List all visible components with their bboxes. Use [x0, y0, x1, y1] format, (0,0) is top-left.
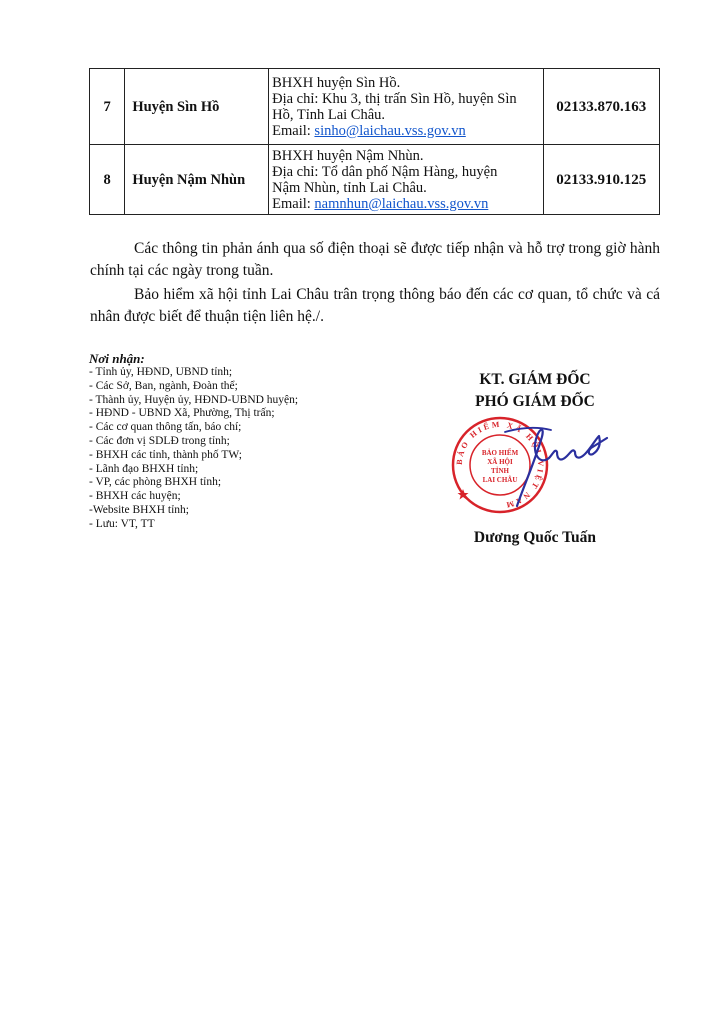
office-address-line2: Nậm Nhùn, tỉnh Lai Châu.	[272, 179, 427, 196]
list-item: - VP, các phòng BHXH tỉnh;	[89, 476, 222, 489]
list-item: - Các đơn vị SDLĐ trong tỉnh;	[89, 434, 230, 447]
signer-name: Dương Quốc Tuấn	[473, 529, 597, 546]
row-number: 7	[90, 69, 125, 145]
paragraph-support-hours: Các thông tin phản ánh qua số điện thoại sẽ được tiếp nhận và hỗ trợ trong giờ hành chính tại các ngày trong tuần.	[90, 240, 660, 279]
list-item: - BHXH các huyện;	[89, 490, 181, 503]
office-info	[269, 145, 543, 215]
office-email-line	[272, 196, 540, 212]
list-item: - BHXH các tỉnh, thành phố TW;	[89, 448, 242, 461]
list-item: - Các cơ quan thông tấn, báo chí;	[89, 421, 242, 434]
table-row	[90, 145, 660, 215]
phone-number: 02133.910.125	[543, 145, 659, 215]
list-item: -Website BHXH tỉnh;	[89, 503, 190, 516]
office-email-line	[272, 123, 540, 139]
district-name: Huyện Sìn Hồ	[125, 69, 269, 145]
svg-text:TỈNH: TỈNH	[491, 467, 509, 475]
office-name: BHXH huyện Sìn Hồ.	[272, 74, 401, 91]
list-item: - Tỉnh ủy, HĐND, UBND tỉnh;	[89, 366, 233, 378]
handwritten-signature-icon	[495, 418, 615, 513]
recipients-heading: Nơi nhận:	[89, 351, 145, 366]
list-item: - HĐND - UBND Xã, Phường, Thị trấn;	[89, 407, 275, 420]
office-address-line1: Địa chỉ: Khu 3, thị trấn Sìn Hồ, huyện Sìn	[272, 90, 517, 107]
signer-title-secondary: PHÓ GIÁM ĐỐC	[475, 393, 595, 410]
svg-text:BẢO HIỂM: BẢO HIỂM	[481, 449, 519, 457]
row-number: 8	[90, 145, 125, 215]
office-name: BHXH huyện Nậm Nhùn.	[272, 147, 424, 164]
list-item: - Lưu: VT, TT	[89, 517, 155, 530]
list-item: - Các Sở, Ban, ngành, Đoàn thể;	[89, 379, 238, 392]
office-address-line2: Hồ, Tỉnh Lai Châu.	[272, 106, 386, 123]
paragraph-closing: Bảo hiểm xã hội tỉnh Lai Châu trân trọng thông báo đến các cơ quan, tổ chức và cá nhân được biết để thuận tiện liên hệ./.	[90, 286, 660, 325]
office-info	[269, 69, 543, 145]
district-name: Huyện Nậm Nhùn	[125, 145, 269, 215]
table-row	[90, 69, 660, 145]
email-label: Email:	[272, 122, 315, 139]
email-link[interactable]: sinho@laichau.vss.gov.vn	[314, 122, 466, 139]
list-item: - Lãnh đạo BHXH tỉnh;	[89, 462, 199, 475]
list-item: - Thành ủy, Huyện ủy, HĐND-UBND huyện;	[89, 393, 299, 406]
signer-title-primary: KT. GIÁM ĐỐC	[479, 371, 591, 388]
email-label: Email:	[272, 195, 315, 212]
contact-table	[89, 68, 660, 215]
email-link[interactable]: namnhun@laichau.vss.gov.vn	[314, 195, 489, 212]
phone-number: 02133.870.163	[543, 69, 659, 145]
office-address-line1: Địa chỉ: Tổ dân phố Nậm Hàng, huyện	[272, 163, 498, 180]
svg-text:BẢO HIỂM XÃ HỘI VIỆT NAM: BẢO HIỂM XÃ HỘI VIỆT NAM	[454, 419, 546, 510]
recipients-list	[89, 351, 389, 532]
svg-text:XÃ HỘI: XÃ HỘI	[487, 458, 513, 466]
svg-text:LAI CHÂU: LAI CHÂU	[482, 476, 518, 484]
